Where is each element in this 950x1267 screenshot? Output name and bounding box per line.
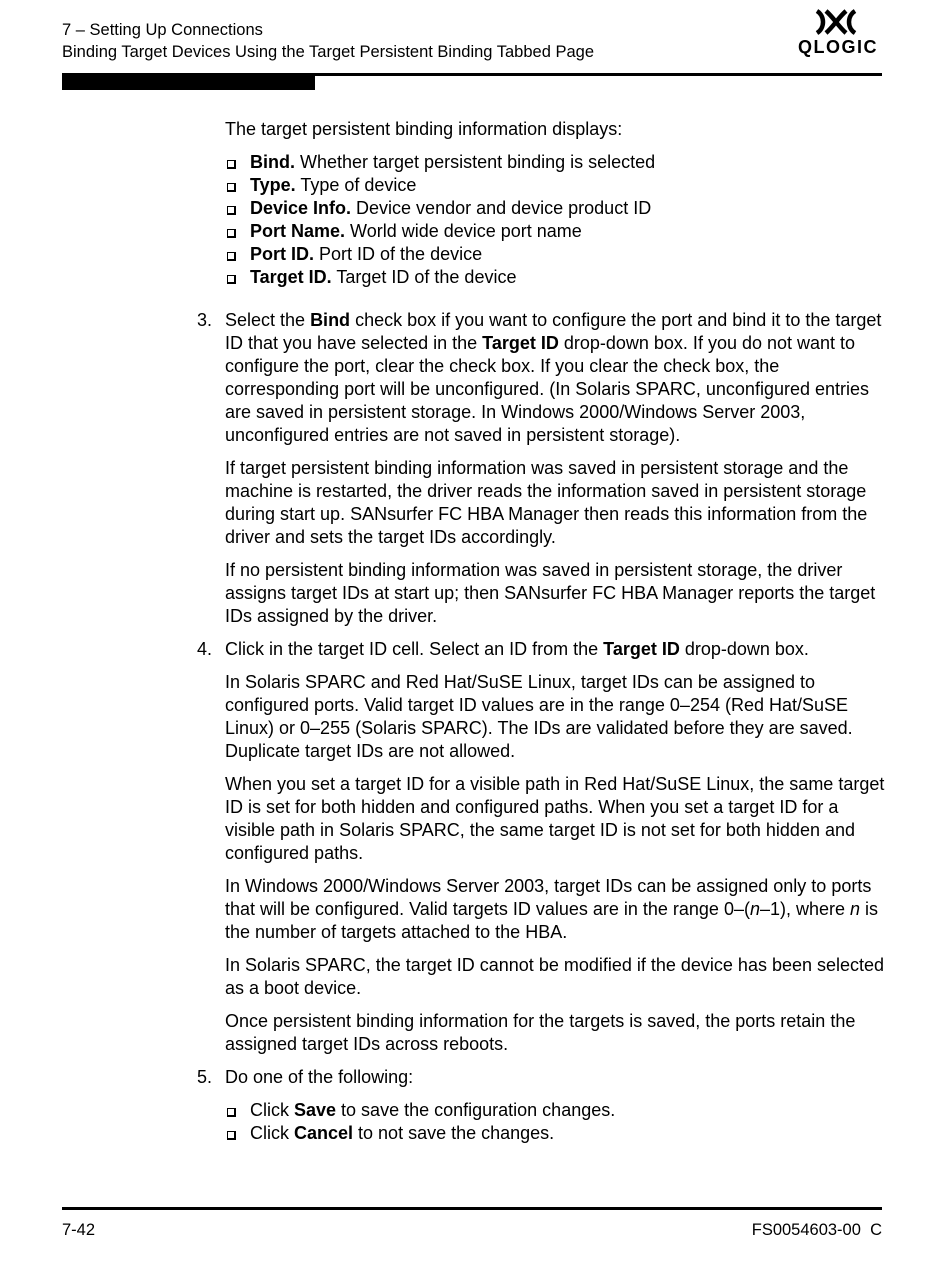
header-section-title: Binding Target Devices Using the Target Persistent Binding Tabbed Page — [62, 43, 595, 61]
step-number: 4. — [197, 639, 213, 659]
step-4-note-1: In Solaris SPARC and Red Hat/SuSE Linux, target IDs can be assigned to configured ports. Valid target ID values are in the range 0–254 (Red Hat/SuSE Linux) or 0–255 (Solaris SPARC). The IDs are validated before they are saved. Duplicate target IDs are not allowed. — [225, 672, 853, 761]
header-chapter: 7 – Setting Up Connections — [62, 21, 263, 39]
step-4-note-3: In Windows 2000/Windows Server 2003, target IDs can be assigned only to ports that will be configured. Valid targets ID values are in the range 0–(n–1), where n is the number of targets attached to the HBA. — [225, 876, 879, 942]
binding-info-list — [225, 151, 885, 289]
step-4-instruction: Click in the target ID cell. Select an ID from the Target ID drop-down box. — [225, 639, 809, 659]
footer-rule — [62, 1207, 882, 1210]
step-4-note-5: Once persistent binding information for the targets is saved, the ports retain the assigned target IDs across reboots. — [225, 1011, 856, 1054]
qlogic-logo — [790, 8, 882, 64]
list-item: Click Cancel to not save the changes. — [225, 1122, 885, 1145]
list-item: Click Save to save the configuration changes. — [225, 1099, 885, 1122]
page-number: 7-42 — [62, 1221, 96, 1239]
bullet-box-icon — [227, 206, 236, 215]
bullet-box-icon — [227, 1131, 236, 1140]
list-item: Target ID. Target ID of the device — [225, 266, 885, 289]
step-5-options — [225, 1099, 885, 1145]
step-4-note-2: When you set a target ID for a visible path in Red Hat/SuSE Linux, the same target ID is set for both hidden and configured paths. When you set a target ID for a visible path in Solaris SPARC, the same target ID is not set for both hidden and configured paths. — [225, 774, 885, 863]
bullet-box-icon — [227, 252, 236, 261]
logo-wordmark: QLOGIC — [798, 37, 878, 57]
list-item: Port Name. World wide device port name — [225, 220, 885, 243]
list-item: Port ID. Port ID of the device — [225, 243, 885, 266]
page-body — [197, 118, 885, 1145]
step-3-note-2: If no persistent binding information was saved in persistent storage, the driver assigns target IDs at start up; then SANsurfer FC HBA Manager reports the target IDs assigned by the driver. — [225, 560, 876, 626]
bullet-box-icon — [227, 275, 236, 284]
bullet-box-icon — [227, 183, 236, 192]
step-5-instruction: Do one of the following: — [225, 1067, 414, 1087]
step-5 — [197, 1066, 885, 1145]
document-id: FS0054603-00 C — [751, 1221, 882, 1239]
step-3-note-1: If target persistent binding information was saved in persistent storage and the machine is restarted, the driver reads the information saved in persistent storage during start up. SANsurfer FC HBA Manager then reads this information from the driver and sets the target IDs accordingly. — [225, 458, 868, 547]
step-3-instruction: Select the Bind check box if you want to configure the port and bind it to the target ID that you have selected in the Target ID drop-down box. If you do not want to configure the port, clear the check box. If you clear the check box, the corresponding port will be unconfigured. (In Solaris SPARC, unconfigured entries are saved in persistent storage. In Windows 2000/Windows Server 2003, unconfigured entries are not saved in persistent storage). — [225, 310, 882, 445]
step-3 — [197, 309, 885, 628]
step-4-note-4: In Solaris SPARC, the target ID cannot be modified if the device has been selected as a boot device. — [225, 955, 885, 998]
bullet-box-icon — [227, 160, 236, 169]
step-number: 5. — [197, 1067, 213, 1087]
bullet-box-icon — [227, 1108, 236, 1117]
list-item: Bind. Whether target persistent binding is selected — [225, 151, 885, 174]
bullet-box-icon — [227, 229, 236, 238]
qlogic-logo-icon — [814, 8, 858, 36]
step-4 — [197, 638, 885, 1056]
step-number: 3. — [197, 310, 213, 330]
list-item: Type. Type of device — [225, 174, 885, 197]
list-item: Device Info. Device vendor and device product ID — [225, 197, 885, 220]
intro-text: The target persistent binding information displays: — [225, 119, 623, 139]
header-tab-bar — [62, 76, 315, 90]
